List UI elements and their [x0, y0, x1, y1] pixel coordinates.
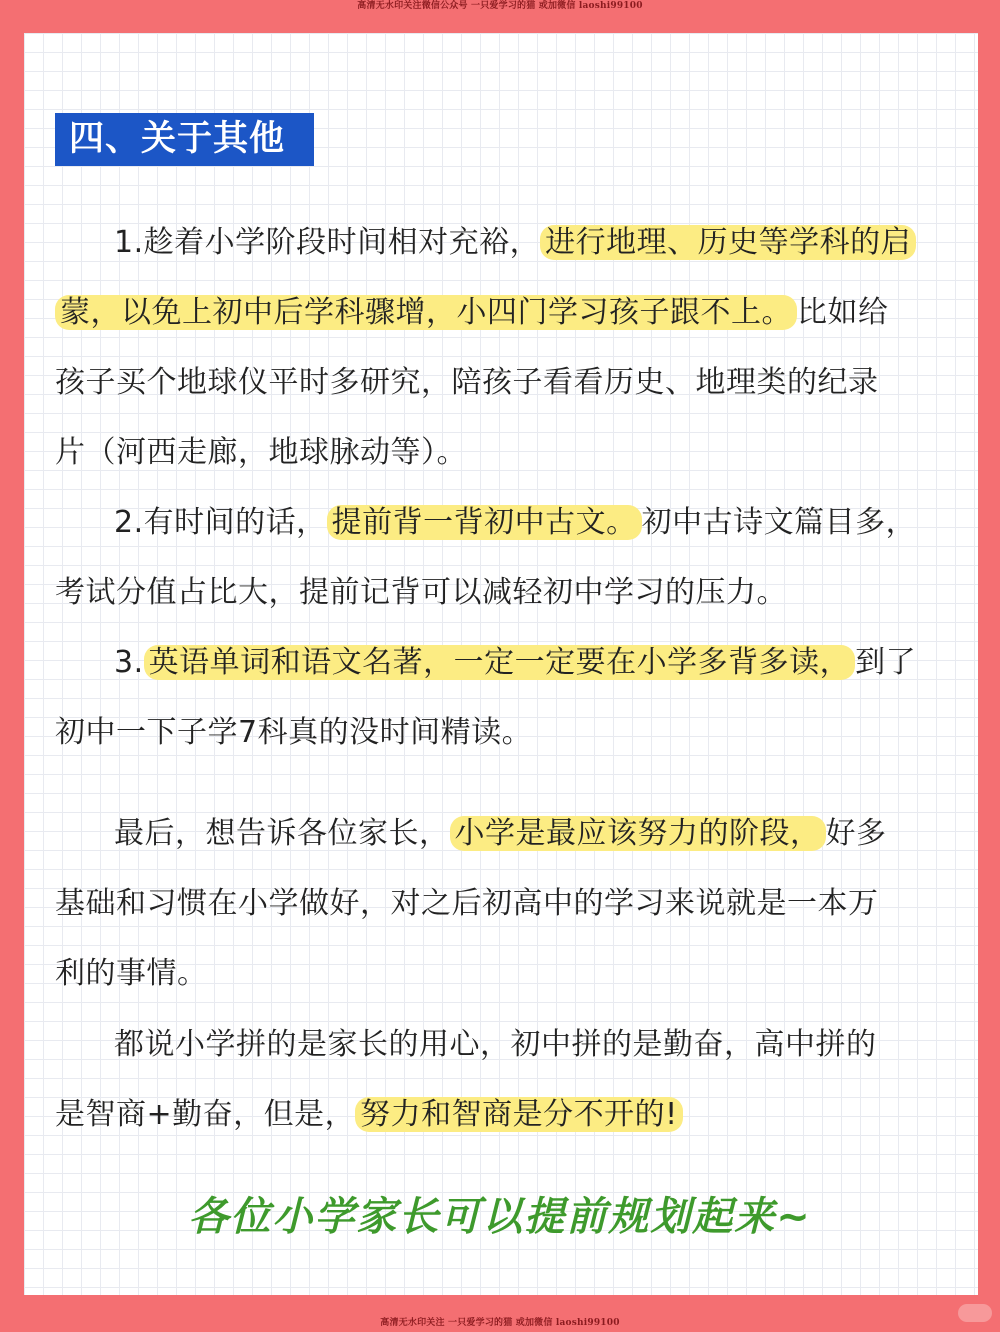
conclusion-text-after: 好多 — [825, 816, 887, 851]
item-3-line-2: 初中一下子学7科真的没时间精读。 — [55, 715, 533, 750]
item-2-text-after: 初中古诗文篇目多， — [641, 505, 917, 540]
conclusion-p2-line-1: 都说小学拼的是家长的用心，初中拼的是勤奋，高中拼的 — [114, 1027, 877, 1062]
item-1-highlight-cont: 蒙，以免上初中后学科骤增，小四门学习孩子跟不上。 — [55, 295, 797, 330]
item-3-text: 3. — [114, 645, 144, 680]
conclusion-p1-line-2: 基础和习惯在小学做好，对之后初高中的学习来说就是一本万 — [55, 886, 879, 921]
conclusion-text: 最后，想告诉各位家长， — [114, 816, 450, 851]
item-2-text: 2.有时间的话， — [114, 505, 327, 540]
conclusion-p2-highlight: 努力和智商是分不开的! — [355, 1097, 683, 1132]
item-1-line-4: 片（河西走廊，地球脉动等）。 — [55, 435, 467, 470]
conclusion-p1-line-3: 利的事情。 — [55, 956, 208, 991]
item-1-line-1 — [114, 218, 916, 268]
item-1-line-2 — [55, 288, 889, 338]
item-1-highlight: 进行地理、历史等学科的启 — [540, 225, 916, 260]
item-1-text-cont: 比如给 — [797, 295, 889, 330]
item-2-highlight: 提前背一背初中古文。 — [327, 505, 642, 540]
item-1-line-3: 孩子买个地球仪平时多研究，陪孩子看看历史、地理类的纪录 — [55, 365, 879, 400]
section-title: 四、关于其他 — [55, 113, 314, 166]
item-2-line-1 — [114, 498, 916, 548]
item-3-highlight: 英语单词和语文名著，一定一定要在小学多背多读， — [144, 645, 856, 680]
corner-logo-mark — [958, 1304, 992, 1322]
watermark-top: 高清无水印关注微信公众号 一只爱学习的猫 或加微信 laoshi99100 — [357, 1, 643, 11]
item-3-text-after: 到了 — [855, 645, 917, 680]
conclusion-highlight: 小学是最应该努力的阶段， — [450, 816, 826, 851]
conclusion-p2-line-2 — [55, 1090, 683, 1140]
item-2-line-2: 考试分值占比大，提前记背可以减轻初中学习的压力。 — [55, 575, 787, 610]
watermark-bottom: 高清无水印关注 一只爱学习的猫 或加微信 laoshi99100 — [380, 1318, 620, 1328]
conclusion-p2-text: 是智商+勤奋，但是， — [55, 1097, 356, 1132]
closing-slogan: 各位小学家长可以提前规划起来~ — [188, 1194, 812, 1240]
item-3-line-1 — [114, 638, 916, 688]
item-1-text: 1.趁着小学阶段时间相对充裕， — [114, 225, 541, 260]
conclusion-p1-line-1 — [114, 809, 887, 859]
